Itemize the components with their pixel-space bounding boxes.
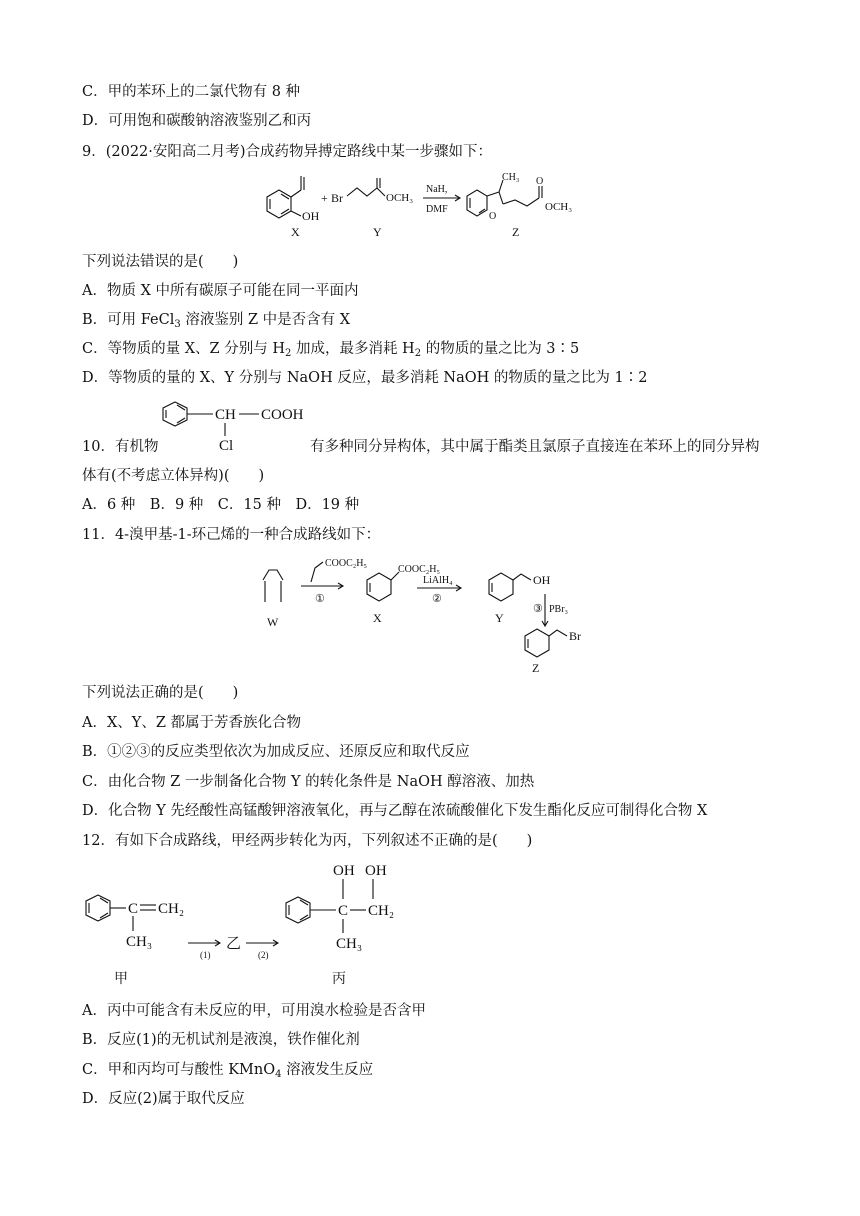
svg-text:乙: 乙 xyxy=(226,936,242,952)
q10-structure xyxy=(155,396,315,452)
svg-text:Z: Z xyxy=(532,661,540,675)
q11-option-a: A．X、Y、Z 都属于芳香族化合物 xyxy=(82,715,302,731)
q9-option-c: C．等物质的量 X、Z 分别与 $H_2$ 加成，最多消耗 $H_2$ 的物质的量之比为 3∶5 xyxy=(82,341,580,359)
svg-text:③: ③ xyxy=(533,603,543,615)
svg-text:DMF: DMF xyxy=(426,204,448,215)
svg-text:CH₃: CH₃ xyxy=(336,936,363,952)
svg-text:O: O xyxy=(489,211,497,222)
q12-option-c: C．甲和丙均可与酸性 KMnO$_4$ 溶液发生反应 xyxy=(82,1062,374,1080)
label-x: X xyxy=(291,225,300,239)
svg-text:CH: CH xyxy=(215,407,236,423)
q12-stem: 12．有如下合成路线，甲经两步转化为丙，下列叙述不正确的是( ) xyxy=(82,833,533,849)
svg-text:C: C xyxy=(128,901,139,917)
q9-option-d: D．等物质的量的 X、Y 分别与 NaOH 反应，最多消耗 NaOH 的物质的量之比为 1∶2 xyxy=(82,370,648,386)
q11-option-b: B．①②③的反应类型依次为加成反应、还原反应和取代反应 xyxy=(82,744,470,760)
svg-text:C: C xyxy=(338,903,349,919)
svg-text:Y: Y xyxy=(495,611,504,625)
svg-text:①: ① xyxy=(315,593,325,605)
svg-text:+: + xyxy=(321,191,328,205)
svg-text:Cl: Cl xyxy=(219,438,234,452)
svg-text:NaH,: NaH, xyxy=(426,184,448,195)
q12-reaction-diagram xyxy=(80,855,420,990)
svg-text:CH₂: CH₂ xyxy=(368,903,395,919)
y-br: Br xyxy=(331,191,343,205)
q9-option-a: A．物质 X 中所有碳原子可能在同一平面内 xyxy=(82,283,359,299)
svg-text:CH₃: CH₃ xyxy=(126,934,153,950)
svg-text:(1): (1) xyxy=(200,950,211,960)
q10-number: 10．有机物 xyxy=(82,439,159,455)
svg-text:COOC₂H₅: COOC₂H₅ xyxy=(398,564,440,575)
q11-ask: 下列说法正确的是( ) xyxy=(82,685,239,701)
svg-text:②: ② xyxy=(432,593,442,605)
svg-text:O: O xyxy=(536,176,544,187)
svg-text:OCH₃: OCH₃ xyxy=(545,201,573,213)
svg-text:COOH: COOH xyxy=(261,407,304,423)
q9-stem: 9．(2022·安阳高二月考)合成药物异搏定路线中某一步骤如下： xyxy=(82,144,493,160)
q12-option-d: D．反应(2)属于取代反应 xyxy=(82,1091,245,1107)
svg-text:(2): (2) xyxy=(258,950,269,960)
svg-text:OH: OH xyxy=(333,863,355,879)
q11-stem: 11．4-溴甲基-1-环己烯的一种合成路线如下： xyxy=(82,527,381,543)
svg-text:Br: Br xyxy=(569,629,581,643)
label-jia: 甲 xyxy=(114,972,128,987)
svg-text:CH₃: CH₃ xyxy=(502,172,520,183)
svg-text:COOC₂H₅: COOC₂H₅ xyxy=(325,558,367,569)
svg-text:LiAlH₄: LiAlH₄ xyxy=(423,575,453,586)
q8-option-d: D．可用饱和碳酸钠溶液鉴别乙和丙 xyxy=(82,113,312,129)
label-bing: 丙 xyxy=(332,972,346,987)
q11-option-c: C．由化合物 Z 一步制备化合物 Y 的转化条件是 NaOH 醇溶液、加热 xyxy=(82,774,535,790)
q12-option-b: B．反应(1)的无机试剂是液溴，铁作催化剂 xyxy=(82,1032,360,1048)
q9-ask: 下列说法错误的是( ) xyxy=(82,254,239,270)
q9-reaction-diagram xyxy=(255,168,595,240)
svg-text:PBr₃: PBr₃ xyxy=(549,604,569,615)
q12-option-a: A．丙中可能含有未反应的甲，可用溴水检验是否含甲 xyxy=(82,1003,426,1019)
svg-text:OH: OH xyxy=(533,573,551,587)
q9-option-b: B．可用 FeCl$_3$ 溶液鉴别 Z 中是否含有 X xyxy=(82,312,351,330)
label-z: Z xyxy=(512,225,520,239)
q8-option-c: C．甲的苯环上的二氯代物有 8 种 xyxy=(82,84,301,100)
y-och3: OCH₃ xyxy=(386,192,414,204)
svg-text:X: X xyxy=(373,611,382,625)
label-y: Y xyxy=(373,225,382,239)
q10-stem-line2: 体有(不考虑立体异构)( ) xyxy=(82,468,265,484)
q11-reaction-diagram xyxy=(255,550,595,675)
svg-text:W: W xyxy=(267,615,279,629)
q10-options: A．6 种 B．9 种 C．15 种 D．19 种 xyxy=(82,497,360,513)
q11-option-d: D．化合物 Y 先经酸性高锰酸钾溶液氧化，再与乙醇在浓硫酸催化下发生酯化反应可制得化合物 X xyxy=(82,803,708,819)
x-benzene-ring xyxy=(267,190,291,218)
x-oh: OH xyxy=(302,209,320,223)
svg-text:CH₂: CH₂ xyxy=(158,901,185,917)
svg-text:OH: OH xyxy=(365,863,387,879)
q10-stem: 有多种同分异构体，其中属于酯类且氯原子直接连在苯环上的同分异构 xyxy=(310,439,760,455)
